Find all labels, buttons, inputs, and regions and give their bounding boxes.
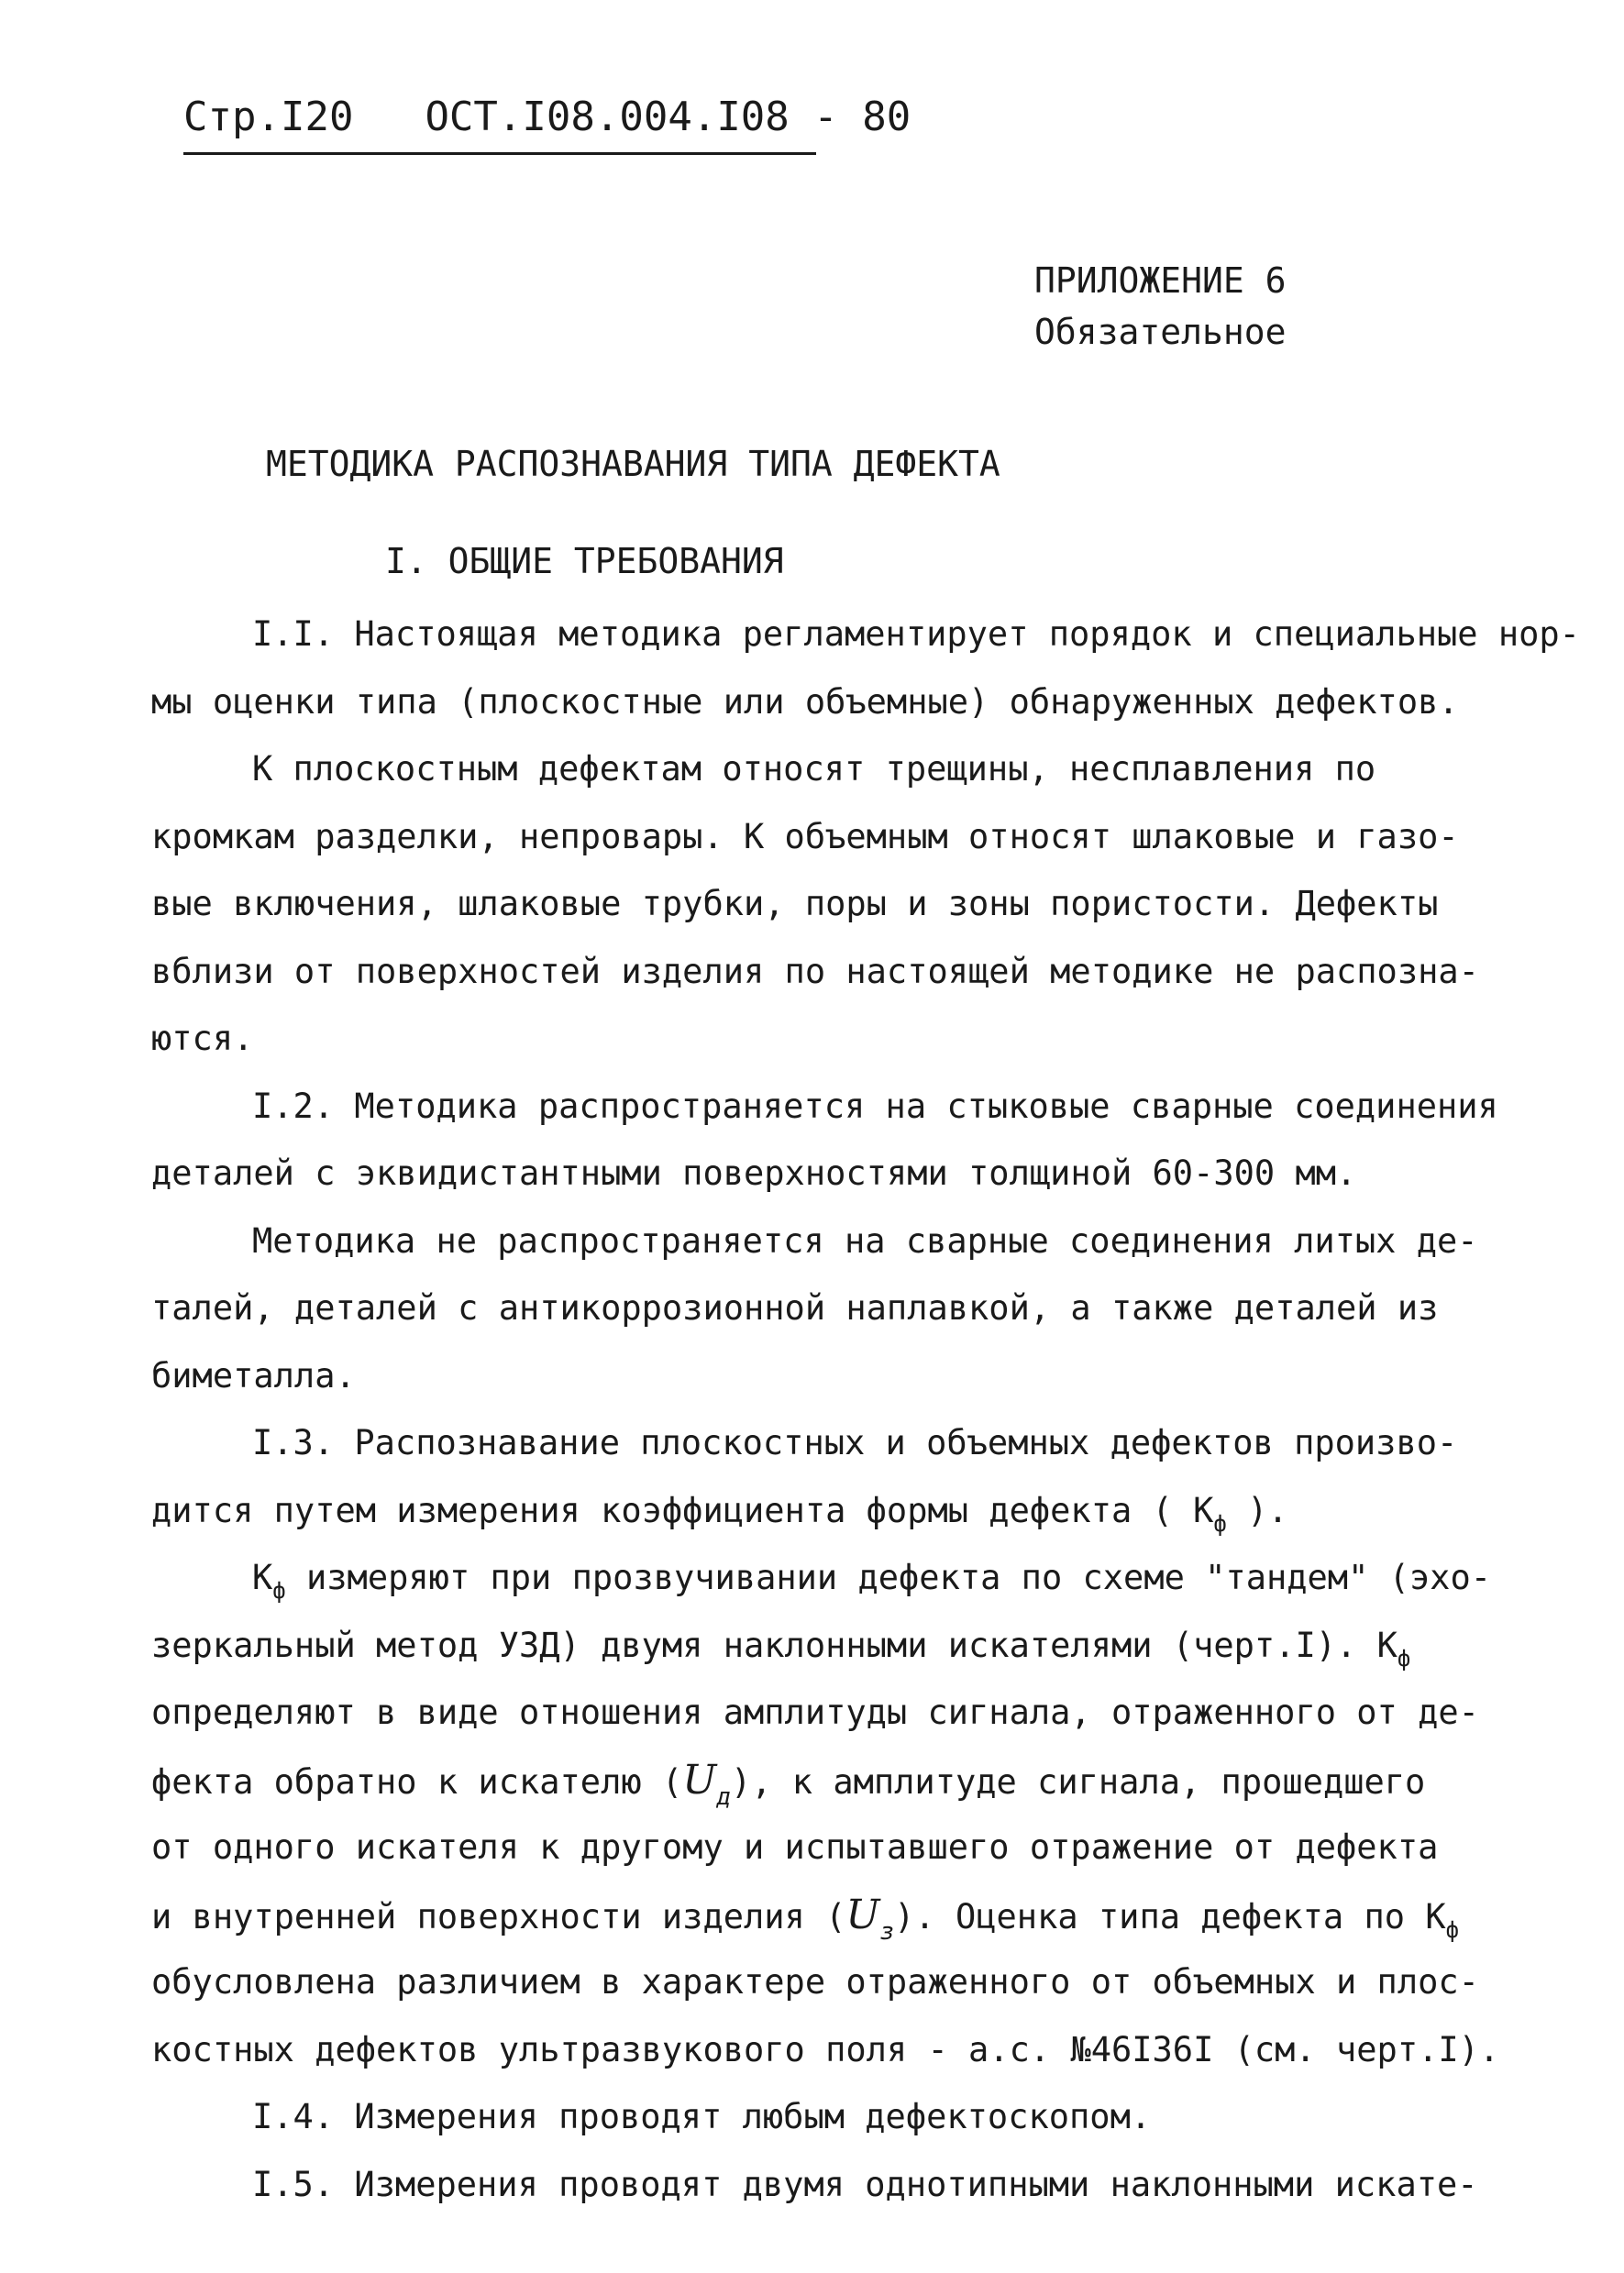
text-line [151, 1881, 1490, 1949]
appendix-label: ПРИЛОЖЕНИЕ 6 [1034, 260, 1287, 301]
text-fragment: и внутренней поверхности изделия ( [151, 1896, 846, 1936]
text-line: I.5. Измерения проводят двумя однотипными наклонными искате- [252, 2164, 1478, 2204]
text-line: кромкам разделки, непровары. К объемным относят шлаковые и газо- [151, 816, 1459, 856]
text-line: I.4. Измерения проводят любым дефектоскопом. [252, 2097, 1152, 2136]
k-symbol: $К_ф$ [1193, 1490, 1227, 1537]
header-underline [183, 152, 816, 155]
text-line: ются. [151, 1019, 254, 1058]
text-fragment: фекта обратно к искателю ( [151, 1761, 683, 1802]
appendix-status: Обязательное [1034, 312, 1287, 352]
standard-code: ОСТ.I08.004.I08 - 80 [425, 94, 911, 140]
text-line: костных дефектов ультразвукового поля - а.с. №46I36I (см. черт.I). [151, 2029, 1500, 2069]
text-line: К плоскостным дефектам относят трещины, несплавления по [252, 749, 1376, 789]
text-fragment: зеркальный метод УЗД) двумя наклонными искателями (черт.I). [151, 1625, 1377, 1665]
k-symbol: $К_ф$ [252, 1558, 286, 1604]
text-line [151, 1612, 1490, 1680]
text-line [151, 1477, 1490, 1545]
page-header [183, 90, 911, 145]
body-text [151, 601, 1580, 2218]
k-symbol: $К_ф$ [1376, 1625, 1411, 1672]
text-fragment: дится путем измерения коэффициента формы дефекта ( [151, 1490, 1194, 1530]
text-line: I.3. Распознавание плоскостных и объемных дефектов произво- [252, 1423, 1458, 1462]
page-number: Стр.I20 [183, 94, 354, 140]
ud-symbol: $U_д$ [682, 1756, 731, 1811]
text-line: Методика не распространяется на сварные соединения литых де- [252, 1220, 1478, 1261]
text-line: вые включения, шлаковые трубки, поры и зоны пористости. Дефекты [151, 884, 1439, 923]
text-line: I.I. Настоящая методика регламентирует порядок и специальные нор- [252, 614, 1580, 654]
section-heading: I. ОБЩИЕ ТРЕБОВАНИЯ [385, 541, 784, 581]
text-line: определяют в виде отношения амплитуды сигнала, отраженного от де- [151, 1693, 1479, 1732]
document-title: МЕТОДИКА РАСПОЗНАВАНИЯ ТИПА ДЕФЕКТА [266, 444, 1000, 484]
appendix-block [1034, 255, 1287, 358]
text-line: вблизи от поверхностей изделия по настоящей методике не распозна- [151, 951, 1479, 991]
text-line: обусловлена различием в характере отраженного от объемных и плос- [151, 1962, 1479, 2002]
k-symbol: $К_ф$ [1425, 1896, 1460, 1943]
text-line: мы оценки типа (плоскостные или объемные) обнаруженных дефектов. [151, 681, 1459, 722]
text-line: от одного искателя к другому и испытавшего отражение от дефекта [151, 1827, 1439, 1867]
text-line [151, 1747, 1490, 1815]
text-line: биметалла. [151, 1355, 356, 1396]
text-fragment: ). [1226, 1490, 1288, 1530]
text-line: I.2. Методика распространяется на стыковые сварные соединения [252, 1086, 1498, 1126]
text-line: талей, деталей с антикоррозионной наплавкой, а также деталей из [151, 1288, 1439, 1328]
text-fragment: измеряют при прозвучивании дефекта по схеме "тандем" (эхо- [285, 1558, 1492, 1597]
text-line: деталей с эквидистантными поверхностями толщиной 60-300 мм. [151, 1153, 1357, 1193]
text-line [151, 1544, 1490, 1612]
text-fragment: ). Оценка типа дефекта по [894, 1896, 1426, 1936]
text-fragment: ), к амплитуде сигнала, прошедшего [730, 1761, 1426, 1802]
uz-symbol: $U_з$ [845, 1891, 895, 1946]
